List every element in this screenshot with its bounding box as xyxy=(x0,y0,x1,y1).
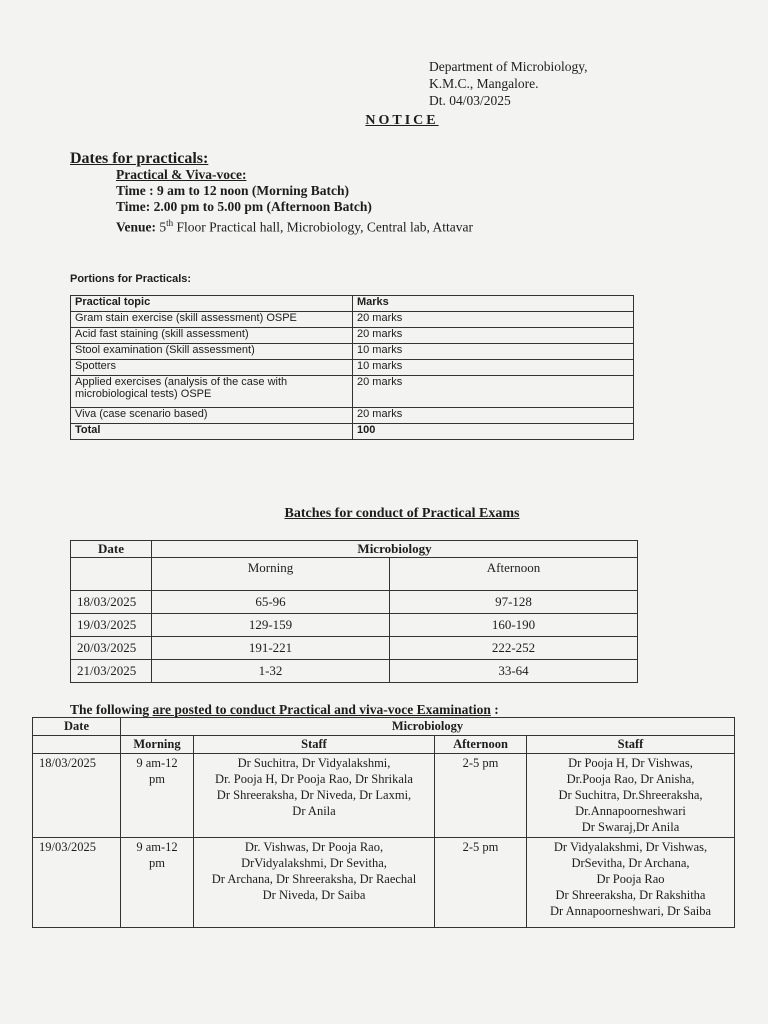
dates-details xyxy=(116,167,473,236)
staff-morning-list: Dr. Vishwas, Dr Pooja Rao, DrVidyalakshmi, Dr Sevitha, Dr Archana, Dr Shreeraksha, Dr Raechal Dr Niveda, Dr Saiba xyxy=(194,838,435,928)
venue-floor: 5 xyxy=(159,219,167,235)
staff-date: 18/03/2025 xyxy=(33,754,121,838)
staff-afternoon-time: 2-5 pm xyxy=(435,838,527,928)
morning-batch-time: Time : 9 am to 12 noon (Morning Batch) xyxy=(116,183,349,198)
institution-name: K.M.C., Mangalore. xyxy=(429,76,539,91)
department-name: Department of Microbiology, xyxy=(429,59,588,74)
staff-subheader-row xyxy=(33,736,735,754)
practical-topic: Stool examination (Skill assessment) xyxy=(71,344,353,360)
portions-heading: Portions for Practicals: xyxy=(70,273,192,285)
practical-marks: 20 marks xyxy=(353,312,634,328)
venue-label: Venue: xyxy=(116,219,157,235)
staff-morning-time: 9 am-12 pm xyxy=(121,754,194,838)
table-row xyxy=(71,591,638,614)
total-marks: 100 xyxy=(353,424,634,440)
batches-heading: Batches for conduct of Practical Exams xyxy=(284,506,520,521)
staff-heading-suffix: : xyxy=(490,702,499,717)
batch-morning: 65-96 xyxy=(152,591,390,614)
portions-col-marks: Marks xyxy=(353,296,634,312)
table-row xyxy=(71,660,638,683)
batch-afternoon: 222-252 xyxy=(390,637,638,660)
batches-header-row xyxy=(71,541,638,558)
staff-col-afternoon: Afternoon xyxy=(435,736,527,754)
table-row xyxy=(71,344,634,360)
batches-col-morning: Morning xyxy=(152,558,390,591)
batches-heading-row xyxy=(0,506,768,522)
table-row xyxy=(71,637,638,660)
staff-morning-time: 9 am-12 pm xyxy=(121,838,194,928)
staff-table xyxy=(32,717,735,928)
venue-line xyxy=(116,215,473,236)
batches-col-afternoon: Afternoon xyxy=(390,558,638,591)
notice-title: NOTICE xyxy=(365,113,439,128)
practical-marks: 10 marks xyxy=(353,344,634,360)
staff-afternoon-time: 2-5 pm xyxy=(435,754,527,838)
staff-date: 19/03/2025 xyxy=(33,838,121,928)
table-row xyxy=(33,754,735,838)
batch-morning: 129-159 xyxy=(152,614,390,637)
staff-heading-text: are posted to conduct Practical and viva-voce Examination xyxy=(152,702,491,717)
batch-afternoon: 33-64 xyxy=(390,660,638,683)
staff-heading xyxy=(70,702,499,718)
staff-header-row xyxy=(33,718,735,736)
batch-afternoon: 160-190 xyxy=(390,614,638,637)
batch-date: 19/03/2025 xyxy=(71,614,152,637)
practical-topic: Gram stain exercise (skill assessment) OSPE xyxy=(71,312,353,328)
staff-afternoon-list: Dr Pooja H, Dr Vishwas, Dr.Pooja Rao, Dr Anisha, Dr Suchitra, Dr.Shreeraksha, Dr.Annapoorneshwari Dr Swaraj,Dr Anila xyxy=(527,754,735,838)
staff-col-staff-morning: Staff xyxy=(194,736,435,754)
batch-morning: 191-221 xyxy=(152,637,390,660)
practical-topic: Applied exercises (analysis of the case with microbiological tests) OSPE xyxy=(71,376,353,408)
notice-title-row xyxy=(0,113,768,129)
staff-afternoon-list: Dr Vidyalakshmi, Dr Vishwas, DrSevitha, Dr Archana, Dr Pooja Rao Dr Shreeraksha, Dr Rakshitha Dr Annapoorneshwari, Dr Saiba xyxy=(527,838,735,928)
batches-empty-cell xyxy=(71,558,152,591)
notice-date: Dt. 04/03/2025 xyxy=(429,93,511,108)
batches-col-subject: Microbiology xyxy=(152,541,638,558)
table-row xyxy=(71,376,634,408)
practical-marks: 20 marks xyxy=(353,328,634,344)
staff-col-staff-afternoon: Staff xyxy=(527,736,735,754)
total-label: Total xyxy=(71,424,353,440)
batches-col-date: Date xyxy=(71,541,152,558)
batch-date: 21/03/2025 xyxy=(71,660,152,683)
venue-text: Floor Practical hall, Microbiology, Central lab, Attavar xyxy=(173,219,473,235)
staff-morning-list: Dr Suchitra, Dr Vidyalakshmi, Dr. Pooja H, Dr Pooja Rao, Dr Shrikala Dr Shreeraksha, Dr Niveda, Dr Laxmi, Dr Anila xyxy=(194,754,435,838)
afternoon-batch-time: Time: 2.00 pm to 5.00 pm (Afternoon Batch) xyxy=(116,199,372,214)
table-row xyxy=(71,312,634,328)
staff-empty-cell xyxy=(33,736,121,754)
letterhead xyxy=(429,58,587,109)
staff-col-subject: Microbiology xyxy=(121,718,735,736)
staff-heading-prefix: The following xyxy=(70,702,153,717)
portions-header-row xyxy=(71,296,634,312)
practical-marks: 20 marks xyxy=(353,376,634,408)
table-row xyxy=(71,360,634,376)
portions-table xyxy=(70,295,634,440)
table-row xyxy=(71,408,634,424)
batch-date: 18/03/2025 xyxy=(71,591,152,614)
batches-table xyxy=(70,540,638,683)
dates-heading: Dates for practicals: xyxy=(70,150,209,167)
practical-topic: Spotters xyxy=(71,360,353,376)
portions-col-topic: Practical topic xyxy=(71,296,353,312)
staff-col-morning: Morning xyxy=(121,736,194,754)
practical-marks: 10 marks xyxy=(353,360,634,376)
table-row xyxy=(71,328,634,344)
batch-date: 20/03/2025 xyxy=(71,637,152,660)
batch-morning: 1-32 xyxy=(152,660,390,683)
table-row xyxy=(33,838,735,928)
staff-col-date: Date xyxy=(33,718,121,736)
practical-marks: 20 marks xyxy=(353,408,634,424)
practical-topic: Viva (case scenario based) xyxy=(71,408,353,424)
venue-floor-suffix: th xyxy=(166,218,174,228)
batch-afternoon: 97-128 xyxy=(390,591,638,614)
practical-viva-subheading: Practical & Viva-voce: xyxy=(116,167,247,182)
portions-total-row xyxy=(71,424,634,440)
batches-subheader-row xyxy=(71,558,638,591)
table-row xyxy=(71,614,638,637)
practical-topic: Acid fast staining (skill assessment) xyxy=(71,328,353,344)
